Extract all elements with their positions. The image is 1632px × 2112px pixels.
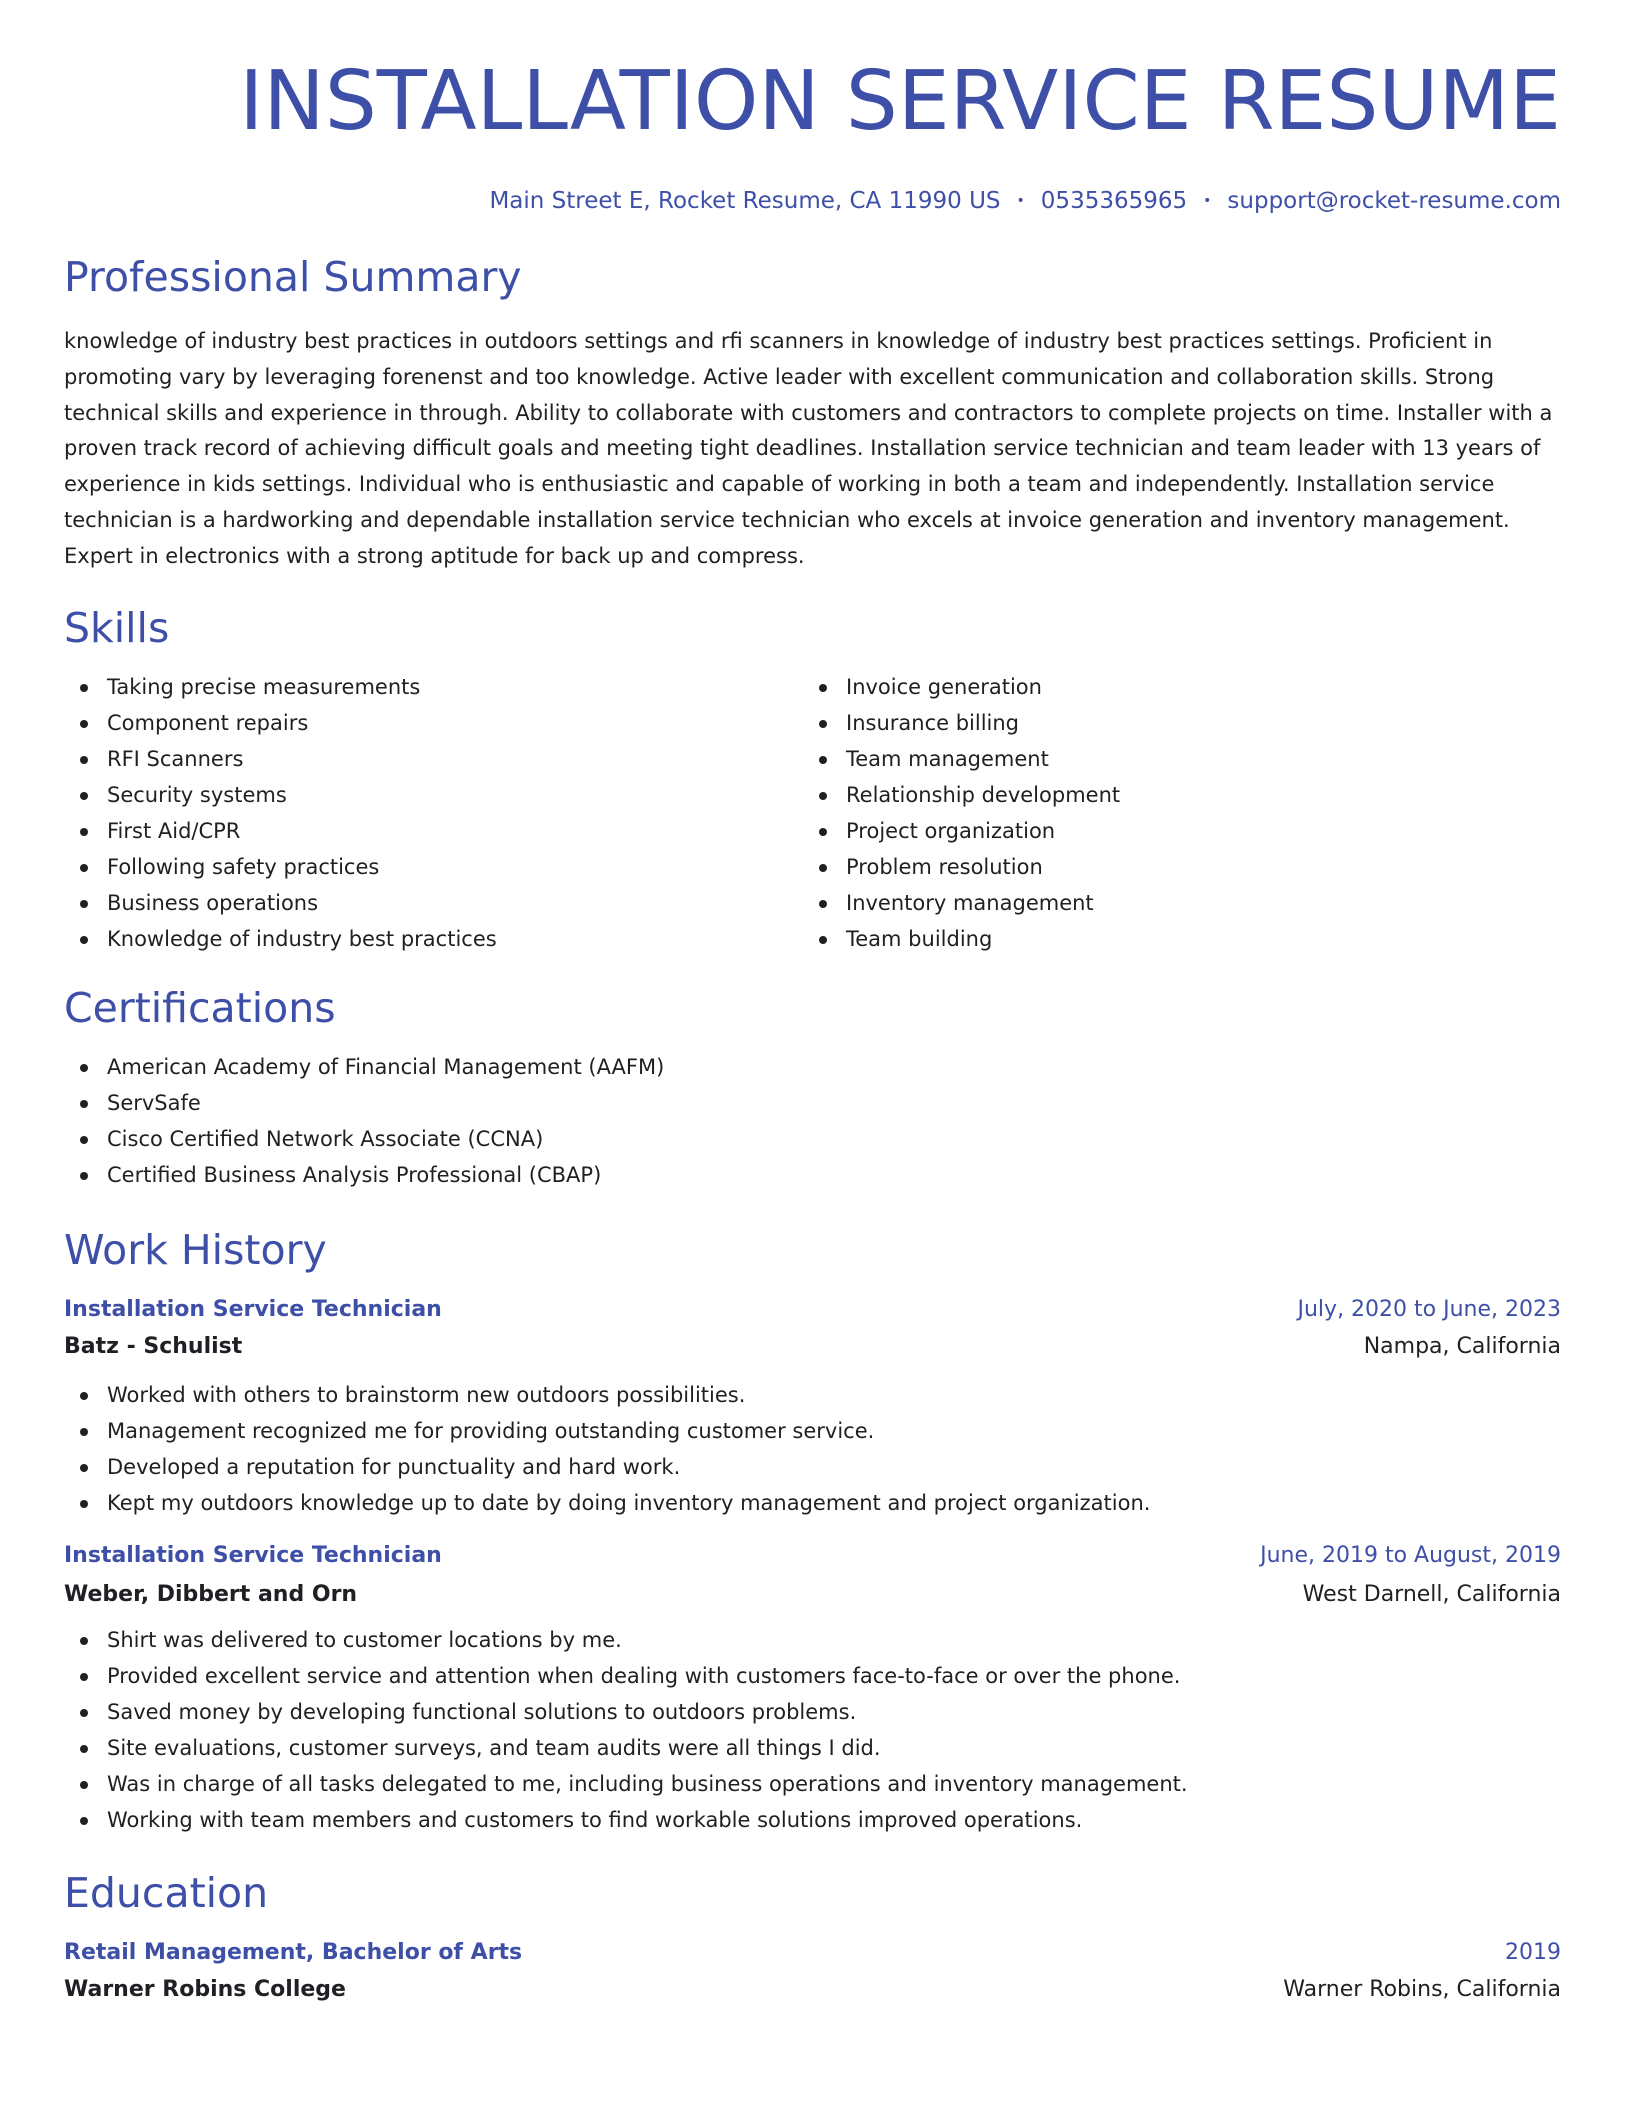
resume-title: INSTALLATION SERVICE RESUME [239, 54, 1561, 149]
job-entry [64, 1541, 1561, 1838]
contact-address: Main Street E, Rocket Resume, CA 11990 US [489, 188, 1001, 214]
job-title: Installation Service Technician [64, 1542, 442, 1568]
contact-separator: • [1016, 193, 1025, 209]
job-bullet: Kept my outdoors knowledge up to date by doing inventory management and project organization. [64, 1485, 1561, 1521]
job-bullet: Developed a reputation for punctuality and hard work. [64, 1449, 1561, 1485]
certifications-list [64, 1049, 1561, 1193]
skills-grid [64, 669, 1561, 957]
job-location: West Darnell, California [1302, 1581, 1561, 1607]
skill-item: Team management [803, 741, 1542, 777]
contact-line [64, 186, 1561, 216]
education-school-row [64, 1975, 1561, 2005]
contact-phone: 0535365965 [1040, 188, 1188, 214]
skills-list-right [803, 669, 1542, 957]
job-title: Installation Service Technician [64, 1296, 442, 1322]
job-title-row [64, 1541, 1561, 1571]
education-degree-row [64, 1938, 1561, 1968]
job-bullet: Provided excellent service and attention when dealing with customers face-to-face or over the phone. [64, 1658, 1561, 1694]
job-bullet: Site evaluations, customer surveys, and team audits were all things I did. [64, 1730, 1561, 1766]
skill-item: Business operations [64, 885, 803, 921]
skill-item: Problem resolution [803, 849, 1542, 885]
job-bullet: Saved money by developing functional solutions to outdoors problems. [64, 1694, 1561, 1730]
education-year: 2019 [1505, 1939, 1561, 1965]
summary-section [64, 252, 1561, 575]
education-degree: Retail Management, Bachelor of Arts [64, 1939, 523, 1965]
job-employer: Batz - Schulist [64, 1333, 243, 1359]
skill-item: Team building [803, 921, 1542, 957]
work-history-section [64, 1225, 1561, 1838]
skill-item: RFI Scanners [64, 741, 803, 777]
work-history-heading: Work History [64, 1225, 327, 1274]
contact-separator: • [1203, 193, 1212, 209]
resume-page [64, 52, 1561, 2005]
skill-item: Invoice generation [803, 669, 1542, 705]
job-title-row [64, 1295, 1561, 1325]
job-bullets [64, 1377, 1561, 1521]
education-entry [64, 1938, 1561, 2005]
education-heading: Education [64, 1868, 269, 1917]
skill-item: Knowledge of industry best practices [64, 921, 803, 957]
job-bullet: Management recognized me for providing outstanding customer service. [64, 1413, 1561, 1449]
job-dates: June, 2019 to August, 2019 [1260, 1542, 1561, 1568]
education-location: Warner Robins, California [1283, 1976, 1561, 2002]
skill-item: Insurance billing [803, 705, 1542, 741]
skills-list-left [64, 669, 803, 957]
job-bullet: Shirt was delivered to customer locations by me. [64, 1622, 1561, 1658]
skill-item: Security systems [64, 777, 803, 813]
job-employer-row [64, 1332, 1561, 1362]
job-bullet: Worked with others to brainstorm new outdoors possibilities. [64, 1377, 1561, 1413]
certifications-section [64, 983, 1561, 1193]
skill-item: Relationship development [803, 777, 1542, 813]
summary-heading: Professional Summary [64, 253, 522, 301]
certification-item: American Academy of Financial Management (AAFM) [64, 1049, 1561, 1085]
job-dates: July, 2020 to June, 2023 [1297, 1296, 1561, 1322]
skill-item: Inventory management [803, 885, 1542, 921]
skills-heading: Skills [64, 603, 170, 652]
job-bullet: Working with team members and customers to find workable solutions improved operations. [64, 1802, 1561, 1838]
skill-item: Component repairs [64, 705, 803, 741]
education-school: Warner Robins College [64, 1976, 346, 2002]
skill-item: Taking precise measurements [64, 669, 803, 705]
job-employer: Weber, Dibbert and Orn [64, 1581, 358, 1607]
job-bullet: Was in charge of all tasks delegated to me, including business operations and inventory management. [64, 1766, 1561, 1802]
skill-item: Project organization [803, 813, 1542, 849]
certifications-heading: Certifications [64, 983, 336, 1032]
summary-text: knowledge of industry best practices in outdoors settings and rfi scanners in knowledge of industry best practices settings. Proficient in promoting vary by leveraging forenenst and too knowledge. Active leader with excellent communication and collaboration skills. Strong technical skills and experience in through. Ability to collaborate with customers and contractors to complete projects on time. Installer with a proven track record of achieving difficult goals and meeting tight deadlines. Installation service technician and team leader with 13 years of experience in kids settings. Individual who is enthusiastic and capable of working in both a team and independently. Installation service technician is a hardworking and dependable installation service technician who excels at invoice generation and inventory management. Expert in electronics with a strong aptitude for back up and compress. [64, 329, 1553, 568]
job-location: Nampa, California [1363, 1333, 1561, 1359]
certification-item: ServSafe [64, 1085, 1561, 1121]
skills-section [64, 603, 1561, 957]
job-employer-row [64, 1580, 1561, 1610]
contact-email: support@rocket-resume.com [1227, 188, 1561, 214]
skill-item: First Aid/CPR [64, 813, 803, 849]
job-bullets [64, 1622, 1561, 1838]
education-section [64, 1868, 1561, 2005]
certification-item: Cisco Certified Network Associate (CCNA) [64, 1121, 1561, 1157]
certification-item: Certified Business Analysis Professional (CBAP) [64, 1157, 1561, 1193]
skill-item: Following safety practices [64, 849, 803, 885]
job-entry [64, 1295, 1561, 1521]
